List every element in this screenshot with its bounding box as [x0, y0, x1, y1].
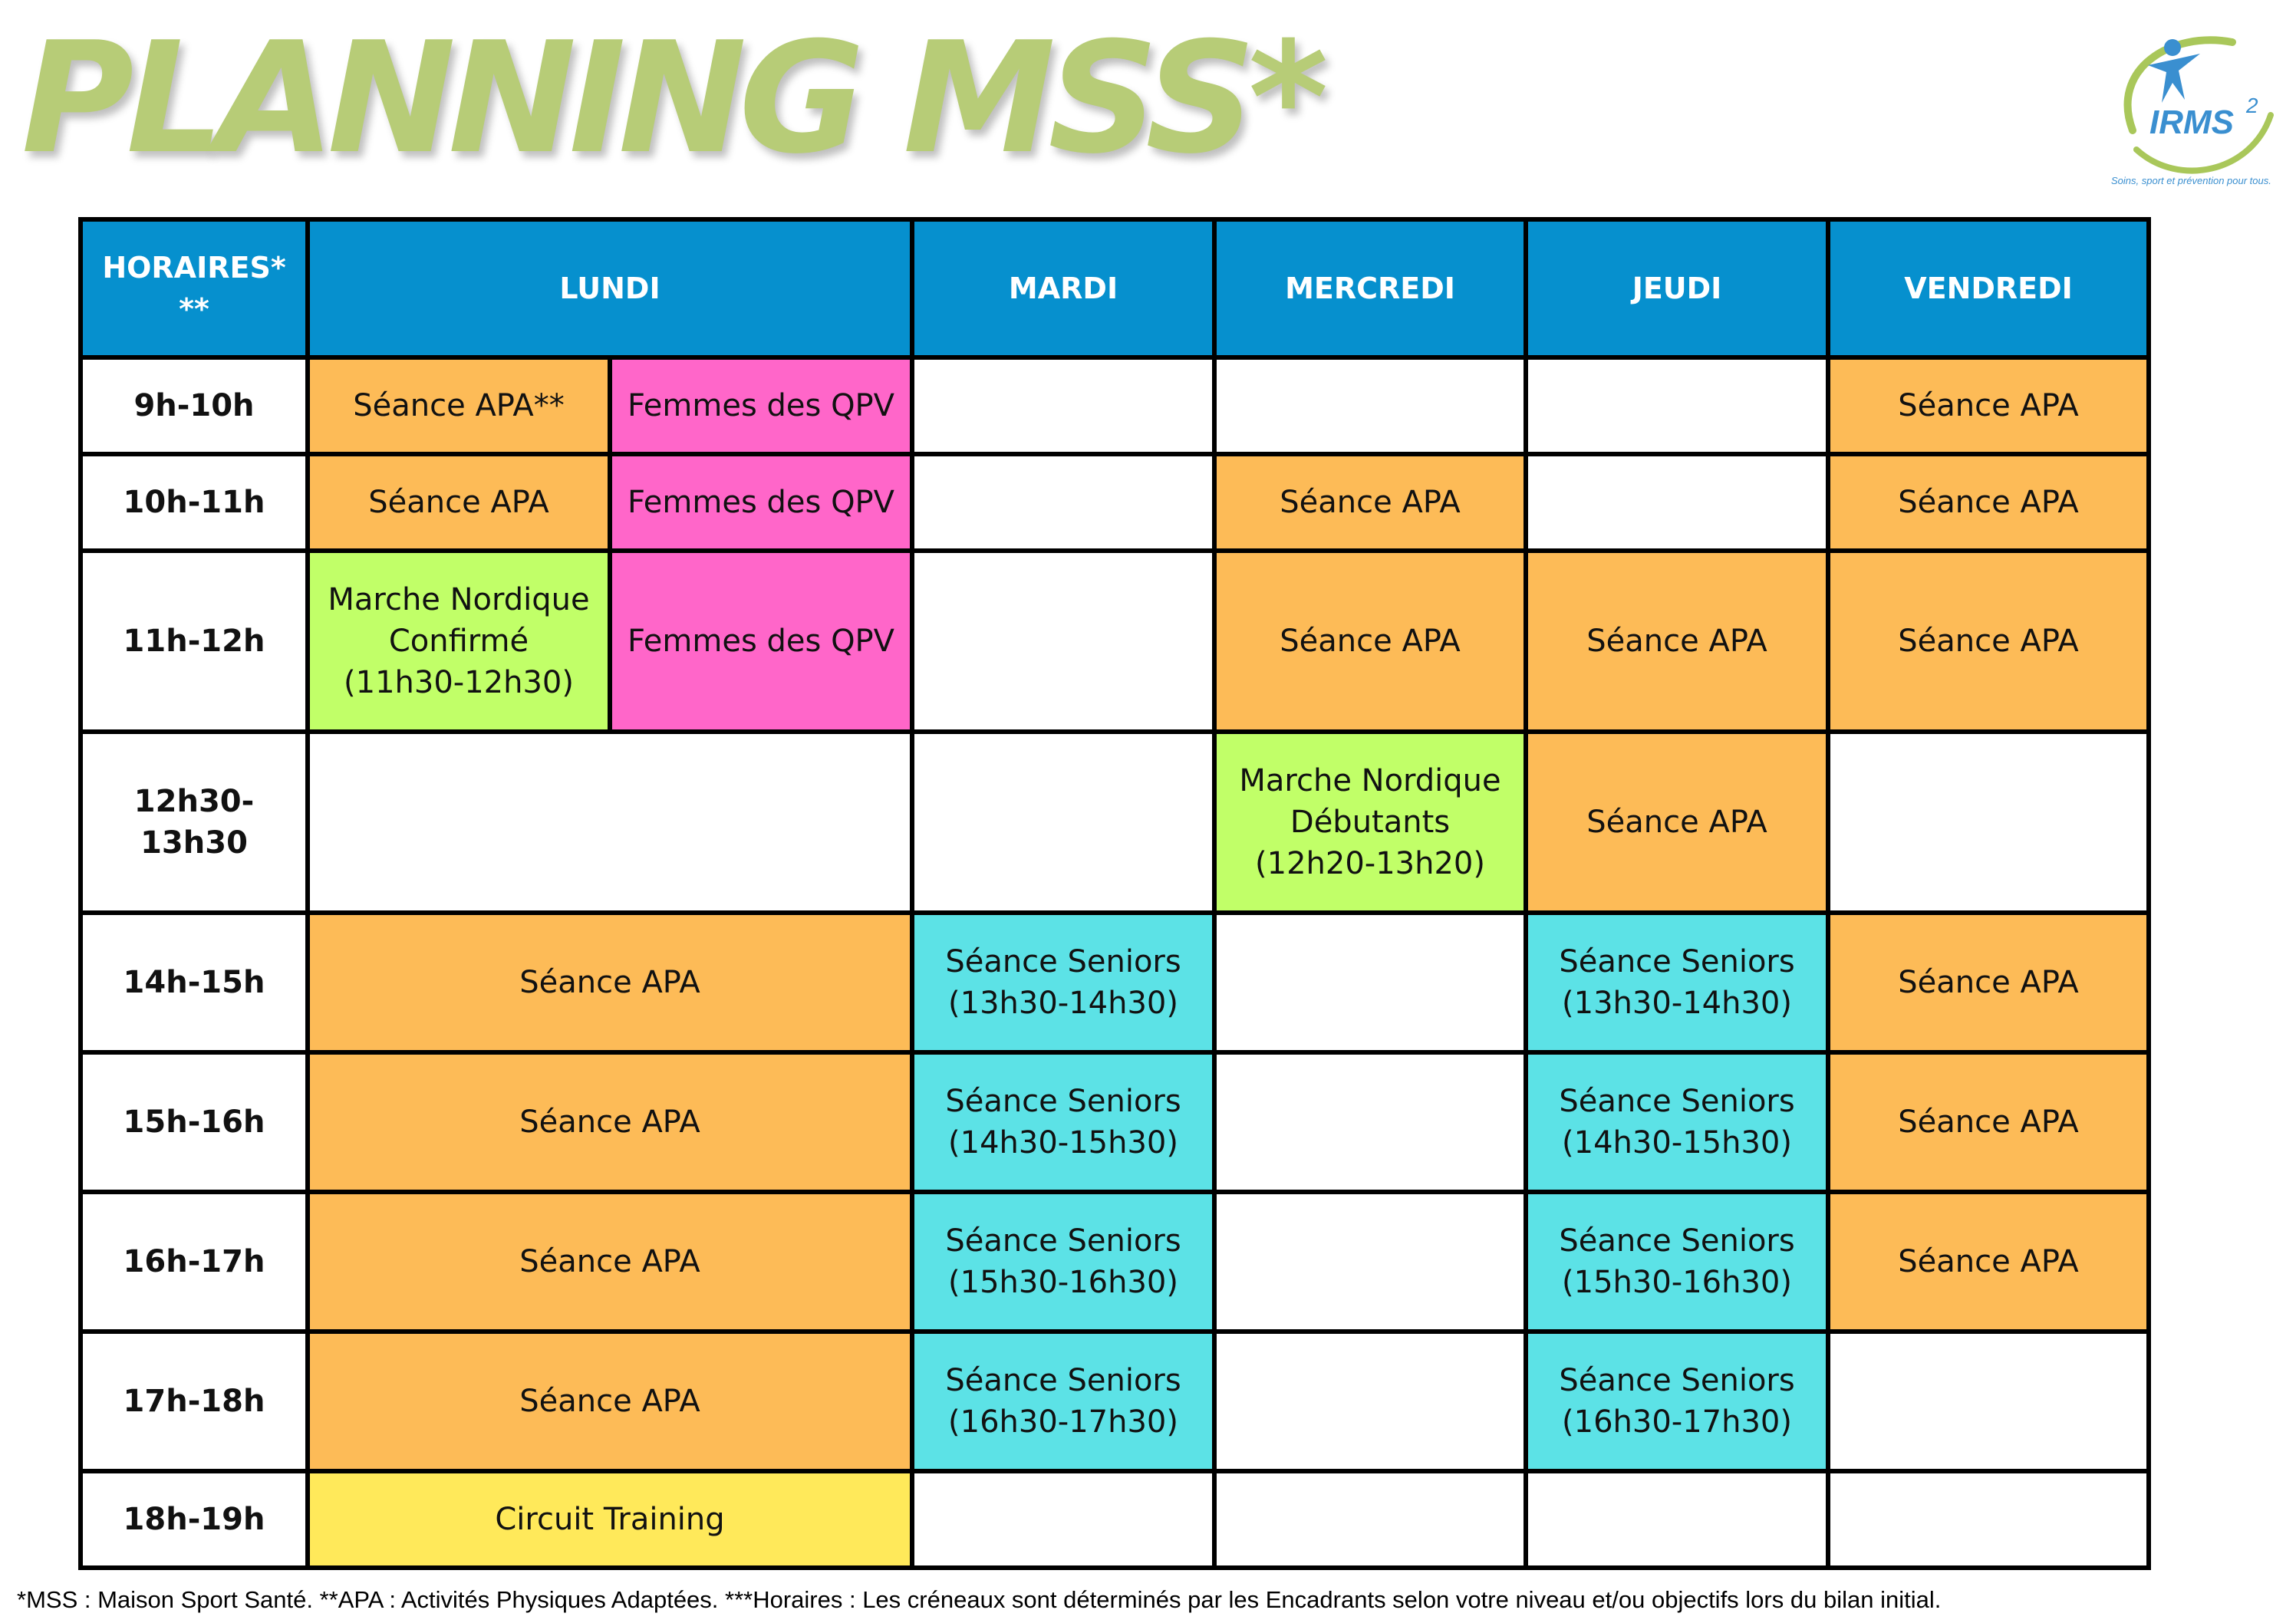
activity-line: Séance Seniors	[1559, 944, 1795, 979]
header-vendredi: VENDREDI	[1828, 219, 2149, 357]
activity-cell: Séance APA	[1526, 551, 1828, 732]
activity-cell: Séance APA	[308, 1332, 912, 1471]
activity-line: Séance Seniors	[1559, 1363, 1795, 1398]
empty-cell	[1828, 1471, 2149, 1568]
empty-cell	[1828, 732, 2149, 913]
activity-cell	[1214, 732, 1526, 913]
table-row	[81, 454, 2149, 551]
table-row	[81, 1471, 2149, 1568]
activity-line: (14h30-15h30)	[948, 1125, 1178, 1160]
activity-cell	[1526, 1332, 1828, 1471]
activity-cell: Séance APA	[308, 1052, 912, 1192]
activity-cell	[1526, 913, 1828, 1052]
header-lundi: LUNDI	[308, 219, 912, 357]
time-cell: 16h-17h	[81, 1192, 308, 1332]
activity-cell: Femmes des QPV	[610, 454, 912, 551]
activity-cell: Séance APA	[308, 913, 912, 1052]
header-row	[81, 219, 2149, 357]
empty-cell	[1214, 1192, 1526, 1332]
time-cell: 11h-12h	[81, 551, 308, 732]
table-row	[81, 1052, 2149, 1192]
activity-line: (14h30-15h30)	[1562, 1125, 1792, 1160]
table-row	[81, 1192, 2149, 1332]
activity-cell: Séance APA**	[308, 357, 610, 454]
activity-line: (13h30-14h30)	[948, 986, 1178, 1021]
footnote: *MSS : Maison Sport Santé. **APA : Activités Physiques Adaptées. ***Horaires : Les créneaux sont déterminés par les Encadrants selon votre niveau et/ou objectifs lors du bilan initial.	[17, 1586, 1942, 1613]
time-line: 13h30	[140, 825, 248, 861]
empty-cell	[1214, 1332, 1526, 1471]
activity-cell	[1526, 1192, 1828, 1332]
activity-line: (12h20-13h20)	[1255, 846, 1485, 881]
time-cell: 15h-16h	[81, 1052, 308, 1192]
activity-cell: Séance APA	[308, 1192, 912, 1332]
activity-cell: Circuit Training	[308, 1471, 912, 1568]
activity-line: (15h30-16h30)	[1562, 1265, 1792, 1300]
table-row	[81, 732, 2149, 913]
activity-cell: Séance APA	[1214, 551, 1526, 732]
activity-cell: Séance APA	[1828, 551, 2149, 732]
empty-cell	[308, 732, 912, 913]
activity-line: (15h30-16h30)	[948, 1265, 1178, 1300]
page-title: PLANNING MSS*	[21, 9, 1321, 188]
activity-line: Marche Nordique	[328, 582, 590, 617]
activity-line: Séance Seniors	[945, 944, 1181, 979]
header-horaires-line1: HORAIRES*	[102, 251, 286, 285]
time-cell: 9h-10h	[81, 357, 308, 454]
activity-cell: Séance APA	[1828, 357, 2149, 454]
empty-cell	[1828, 1332, 2149, 1471]
activity-line: Séance Seniors	[1559, 1084, 1795, 1119]
header-horaires	[81, 219, 308, 357]
activity-cell: Séance APA	[1828, 1192, 2149, 1332]
header-mercredi: MERCREDI	[1214, 219, 1526, 357]
activity-line: Séance Seniors	[945, 1363, 1181, 1398]
activity-cell	[308, 551, 610, 732]
activity-cell: Séance APA	[1526, 732, 1828, 913]
header-horaires-line2: **	[179, 292, 209, 326]
empty-cell	[912, 1471, 1214, 1568]
header-jeudi: JEUDI	[1526, 219, 1828, 357]
activity-cell: Femmes des QPV	[610, 357, 912, 454]
empty-cell	[1214, 357, 1526, 454]
activity-line: Séance Seniors	[945, 1084, 1181, 1119]
empty-cell	[1526, 1471, 1828, 1568]
irms-logo	[2102, 23, 2286, 199]
empty-cell	[912, 454, 1214, 551]
activity-line: Séance Seniors	[1559, 1223, 1795, 1259]
logo-superscript: 2	[2246, 94, 2258, 117]
table-row	[81, 357, 2149, 454]
activity-line: (16h30-17h30)	[948, 1404, 1178, 1440]
time-cell: 18h-19h	[81, 1471, 308, 1568]
header-mardi: MARDI	[912, 219, 1214, 357]
activity-line: (11h30-12h30)	[344, 665, 574, 700]
time-cell: 17h-18h	[81, 1332, 308, 1471]
empty-cell	[1526, 357, 1828, 454]
activity-cell: Séance APA	[1828, 913, 2149, 1052]
time-cell: 14h-15h	[81, 913, 308, 1052]
activity-line: (16h30-17h30)	[1562, 1404, 1792, 1440]
empty-cell	[912, 551, 1214, 732]
table-row	[81, 913, 2149, 1052]
empty-cell	[912, 357, 1214, 454]
logo-tagline: Soins, sport et prévention pour tous.	[2111, 175, 2271, 186]
activity-line: Marche Nordique	[1239, 763, 1501, 798]
table-row	[81, 1332, 2149, 1471]
activity-cell: Séance APA	[1828, 1052, 2149, 1192]
time-cell: 10h-11h	[81, 454, 308, 551]
activity-cell	[912, 1052, 1214, 1192]
activity-cell: Séance APA	[1214, 454, 1526, 551]
empty-cell	[1214, 1052, 1526, 1192]
activity-cell	[912, 913, 1214, 1052]
empty-cell	[1214, 1471, 1526, 1568]
logo-brand: IRMS	[2149, 104, 2234, 141]
schedule-table	[78, 217, 2151, 1570]
empty-cell	[1526, 454, 1828, 551]
activity-line: Confirmé	[388, 624, 529, 659]
time-cell	[81, 732, 308, 913]
activity-cell: Séance APA	[1828, 454, 2149, 551]
activity-line: (13h30-14h30)	[1562, 986, 1792, 1021]
empty-cell	[1214, 913, 1526, 1052]
empty-cell	[912, 732, 1214, 913]
activity-line: Séance Seniors	[945, 1223, 1181, 1259]
activity-cell	[1526, 1052, 1828, 1192]
time-line: 12h30-	[133, 784, 255, 819]
activity-cell	[912, 1332, 1214, 1471]
activity-line: Débutants	[1290, 805, 1451, 840]
table-row	[81, 551, 2149, 732]
activity-cell	[912, 1192, 1214, 1332]
activity-cell: Femmes des QPV	[610, 551, 912, 732]
activity-cell: Séance APA	[308, 454, 610, 551]
